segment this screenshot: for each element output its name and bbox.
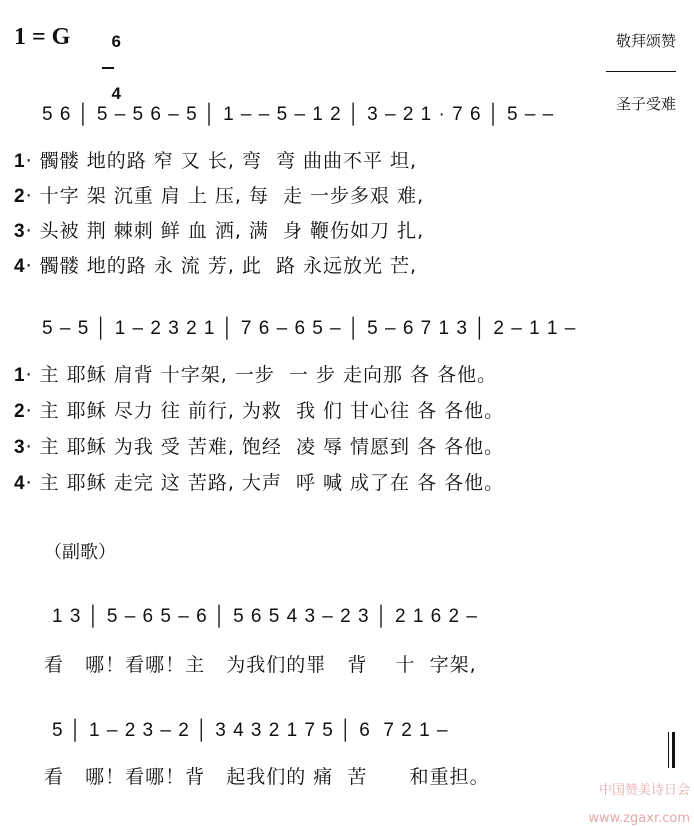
system1-verse-4 [14,251,417,278]
verse-text: · 头被 荆 棘刺 鲜 血 洒, 满 身 鞭伤如刀 扎, [25,220,425,242]
verse-text: · 主 耶稣 为我 受 苦难, 饱经 凌 辱 情愿到 各 各他。 [25,436,505,458]
chorus-lyric-2: 看 哪！看哪！背 起我们的 痛 苦 和重担。 [44,766,490,788]
time-bottom: 4 [111,84,121,103]
subcategory-label: 圣子受难 [615,95,676,113]
system2-verse-2 [14,396,504,423]
verse-number: 4 [14,473,26,494]
category-label: 敬拜颂赞 [615,32,676,50]
system2-verse-4 [14,468,504,495]
verse-number: 1 [14,151,26,172]
watermark-line-2: www.zgaxr.com [588,811,690,826]
verse-text: · 主 耶稣 尽力 往 前行, 为救 我 们 甘心往 各 各他。 [25,400,505,422]
chorus-notes-2: 5 │ 1 – 2 3 – 2 │ 3 4 3 2 1 7 5 │ 6 7 2 1 – [52,720,449,741]
system1-verse-2 [14,181,424,208]
key-signature: 1 = G [14,24,71,50]
watermark-line-1: 中国赞美诗日会 [598,783,690,798]
verse-number: 3 [14,221,26,242]
verse-number: 4 [14,256,26,277]
verse-text: · 髑髅 地的路 窄 又 长, 弯 弯 曲曲不平 坦, [25,150,418,172]
watermark [580,770,690,826]
category-divider [606,71,676,72]
system1-verse-3 [14,216,424,243]
verse-number: 3 [14,437,26,458]
verse-text: · 主 耶稣 肩背 十字架, 一步 一 步 走向那 各 各他。 [25,364,498,386]
verse-number: 1 [14,365,26,386]
chorus-notes-1: 1 3 │ 5 – 6 5 – 6 │ 5 6 5 4 3 – 2 3 │ 2 1 6 2 – [52,606,478,627]
verse-number: 2 [14,401,26,422]
time-top: 6 [111,32,121,51]
verse-text: · 主 耶稣 走完 这 苦路, 大声 呼 喊 成了在 各 各他。 [25,472,505,494]
final-barline-thin [668,732,669,768]
verse-text: · 十字 架 沉重 肩 上 压, 每 走 一步多艰 难, [25,185,425,207]
system1-verse-1 [14,146,417,173]
chorus-label: （副歌） [44,542,116,563]
category-block [606,12,676,114]
system1-notes: 5 6 │ 5 – 5 6 – 5 │ 1 – – 5 – 1 2 │ 3 – 2 1 · 7 6 │ 5 – – [42,104,555,125]
chorus-lyric-1: 看 哪！看哪！主 为我们的罪 背 十 字架, [44,654,477,676]
time-signature [102,18,121,102]
final-barline-thick [672,732,675,768]
system2-verse-3 [14,432,504,459]
system2-verse-1 [14,360,497,387]
verse-text: · 髑髅 地的路 永 流 芳, 此 路 永远放光 芒, [25,255,418,277]
verse-number: 2 [14,186,26,207]
time-bar [102,67,114,69]
system2-notes: 5 – 5 │ 1 – 2 3 2 1 │ 7 6 – 6 5 – │ 5 – 6 7 1 3 │ 2 – 1 1 – [42,318,577,339]
